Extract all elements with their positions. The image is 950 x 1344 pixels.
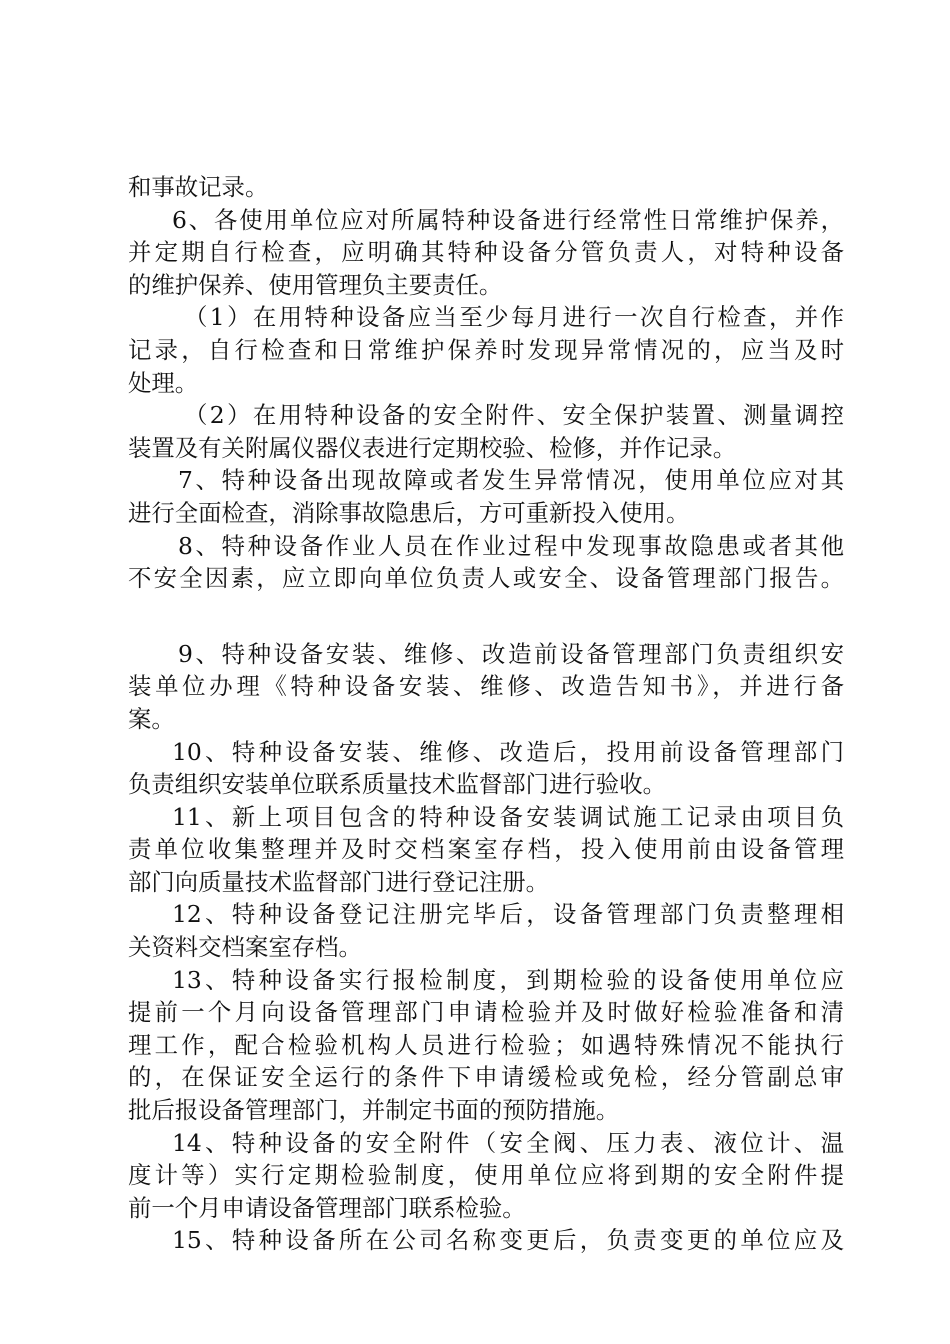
text-line: 12、特种设备登记注册完毕后，设备管理部门负责整理相 <box>172 900 844 929</box>
text-line: 记录，自行检查和日常维护保养时发现异常情况的，应当及时 <box>128 335 844 364</box>
text-line: 度计等）实行定期检验制度，使用单位应将到期的安全附件提 <box>128 1161 844 1190</box>
text-line: 10、特种设备安装、维修、改造后，投用前设备管理部门 <box>172 737 844 766</box>
text-line: 14、特种设备的安全附件（安全阀、压力表、液位计、温 <box>172 1128 844 1157</box>
text-line: 15、特种设备所在公司名称变更后，负责变更的单位应及 <box>172 1226 844 1255</box>
text-line: 13、特种设备实行报检制度，到期检验的设备使用单位应 <box>172 965 844 994</box>
text-line: （1）在用特种设备应当至少每月进行一次自行检查，并作 <box>184 303 844 332</box>
paragraph-gap <box>128 595 844 638</box>
text-line: 装单位办理《特种设备安装、维修、改造告知书》，并进行备 <box>128 672 844 701</box>
text-line: 的，在保证安全运行的条件下申请缓检或免检，经分管副总审 <box>128 1063 844 1092</box>
text-line: 负责组织安装单位联系质量技术监督部门进行验收。 <box>128 770 666 799</box>
text-line: 11、新上项目包含的特种设备安装调试施工记录由项目负 <box>172 802 844 831</box>
text-line: 部门向质量技术监督部门进行登记注册。 <box>128 867 550 896</box>
text-line: 9、特种设备安装、维修、改造前设备管理部门负责组织安 <box>178 639 844 668</box>
text-line: 处理。 <box>128 368 199 397</box>
text-line: 提前一个月向设备管理部门申请检验并及时做好检验准备和清 <box>128 998 844 1027</box>
text-line: 6、各使用单位应对所属特种设备进行经常性日常维护保养， <box>172 205 844 234</box>
text-line: 理工作，配合检验机构人员进行检验；如遇特殊情况不能执行 <box>128 1030 844 1059</box>
text-line: 前一个月申请设备管理部门联系检验。 <box>128 1193 526 1222</box>
text-line: 8、特种设备作业人员在作业过程中发现事故隐患或者其他 <box>178 531 844 560</box>
text-line: 和事故记录。 <box>128 173 269 201</box>
text-line: 装置及有关附属仪器仪表进行定期校验、检修，并作记录。 <box>128 433 737 462</box>
text-line: 不安全因素，应立即向单位负责人或安全、设备管理部门报告。 <box>128 564 844 593</box>
text-line: 批后报设备管理部门，并制定书面的预防措施。 <box>128 1096 620 1125</box>
text-line: 并定期自行检查，应明确其特种设备分管负责人，对特种设备 <box>128 238 844 267</box>
text-line: 进行全面检查，消除事故隐患后，方可重新投入使用。 <box>128 498 690 527</box>
text-line: 案。 <box>128 704 175 733</box>
document-body <box>128 171 844 1257</box>
text-line: 的维护保养、使用管理负主要责任。 <box>128 270 503 299</box>
text-line: 7、特种设备出现故障或者发生异常情况，使用单位应对其 <box>178 466 844 495</box>
text-line: 责单位收集整理并及时交档案室存档，投入使用前由设备管理 <box>128 835 844 864</box>
text-line: （2）在用特种设备的安全附件、安全保护装置、测量调控 <box>184 401 844 430</box>
text-line: 关资料交档案室存档。 <box>128 933 362 962</box>
